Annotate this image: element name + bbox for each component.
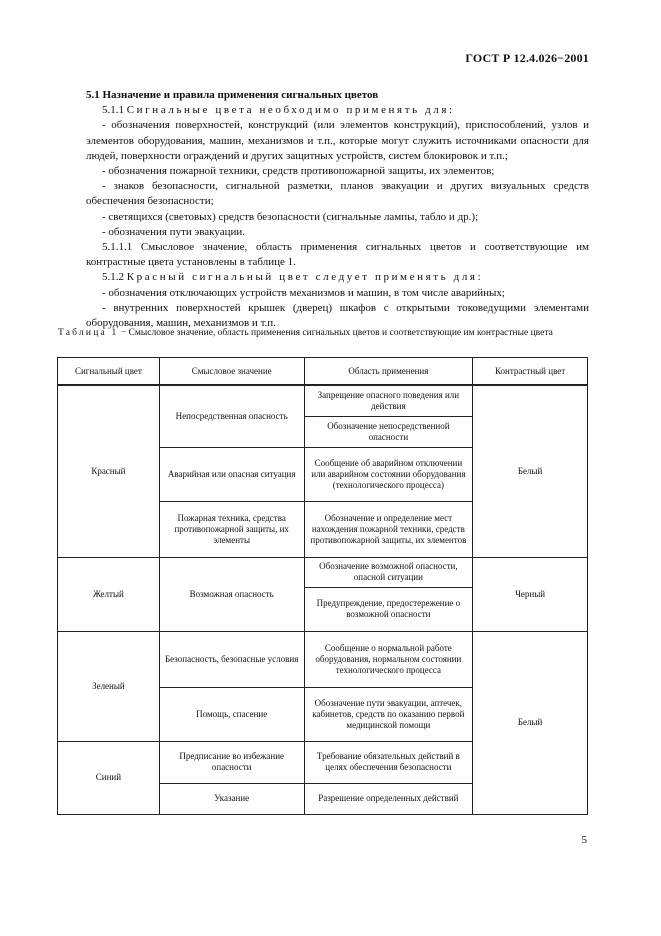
meaning-cell: Непосредственная опасность	[159, 385, 304, 447]
list-item: - знаков безопасности, сигнальной разметки, планов эвакуации и других визуальных средств обеспечения безопасности;	[86, 180, 589, 208]
color-blue: Синий	[58, 741, 160, 814]
list-item: - обозначения отключающих устройств механизмов и машин, в том числе аварийных;	[102, 286, 505, 299]
section-body	[86, 88, 589, 331]
list-item: - обозначения пожарной техники, средств противопожарной защиты, их элементов;	[102, 165, 495, 178]
application-cell: Разрешение определенных действий	[304, 783, 473, 814]
application-cell: Обозначение пути эвакуации, аптечек, кабинетов, средств по оказанию первой медицинской помощи	[304, 687, 473, 741]
list-item: - обозначения пути эвакуации.	[102, 225, 245, 238]
clause-5-1-1	[86, 103, 589, 118]
clause-number: 5.1.1	[102, 104, 124, 117]
header-signal-color: Сигнальный цвет	[58, 358, 160, 386]
section-title: 5.1 Назначение и правила применения сигнальных цветов	[86, 89, 379, 101]
application-cell: Предупреждение, предостережение о возможной опасности	[304, 587, 473, 631]
table-caption-text: − Смысловое значение, область применения сигнальных цветов и соответствующие им контрастные цвета	[118, 328, 553, 338]
application-cell: Запрещение опасного поведения или действия	[304, 385, 473, 416]
signal-colors-table	[57, 357, 588, 815]
application-cell: Сообщение об аварийном отключении или аварийном состоянии оборудования (технологического процесса)	[304, 447, 473, 501]
table-row	[58, 385, 588, 416]
meaning-cell: Помощь, спасение	[159, 687, 304, 741]
meaning-cell: Аварийная или опасная ситуация	[159, 447, 304, 501]
table-label: Таблица 1	[58, 328, 119, 338]
header-application: Область применения	[304, 358, 473, 386]
table-caption	[58, 327, 588, 340]
page-number: 5	[581, 834, 587, 846]
clause-5-1-1-1: 5.1.1.1 Смысловое значение, область применения сигнальных цветов и соответствующие им контрастные цвета установлены в таблице 1.	[86, 241, 589, 269]
contrast-white: Белый	[473, 385, 588, 557]
application-cell: Обозначение непосредственной опасности	[304, 416, 473, 447]
contrast-black: Черный	[473, 557, 588, 631]
standard-header: ГОСТ Р 12.4.026−2001	[465, 51, 589, 65]
clause-text: Сигнальные цвета необходимо применять для:	[126, 104, 455, 117]
clause-5-1-2	[86, 270, 589, 285]
header-contrast-color: Контрастный цвет	[473, 358, 588, 386]
meaning-cell: Безопасность, безопасные условия	[159, 631, 304, 687]
list-item: - обозначения поверхностей, конструкций (или элементов конструкций), приспособлений, узлов и элементов оборудования, машин, механизмов и т.п., которые могут служить источниками опасности для людей, поверхности ограждений и других защитных устройств, систем блокировок и т.п.;	[86, 119, 589, 162]
application-cell: Требование обязательных действий в целях обеспечения безопасности	[304, 741, 473, 783]
color-red: Красный	[58, 385, 160, 557]
meaning-cell: Возможная опасность	[159, 557, 304, 631]
table-row	[58, 631, 588, 687]
application-cell: Обозначение возможной опасности, опасной ситуации	[304, 557, 473, 587]
meaning-cell: Предписание во избежание опасности	[159, 741, 304, 783]
table-header-row	[58, 358, 588, 386]
clause-text: Красный сигнальный цвет следует применять для:	[126, 271, 484, 284]
color-green: Зеленый	[58, 631, 160, 741]
table-row	[58, 557, 588, 587]
color-yellow: Желтый	[58, 557, 160, 631]
clause-number: 5.1.2	[102, 271, 124, 284]
meaning-cell: Пожарная техника, средства противопожарной защиты, их элементы	[159, 501, 304, 557]
list-item: - светящихся (световых) средств безопасности (сигнальные лампы, табло и др.);	[102, 210, 479, 223]
list-item: - внутренних поверхностей крышек (дверец) шкафов с открытыми токоведущими элементами оборудования, машин, механизмов и т.п.	[86, 301, 589, 330]
application-cell: Обозначение и определение мест нахождения пожарной техники, средств противопожарной защиты, их элементов	[304, 501, 473, 557]
meaning-cell: Указание	[159, 783, 304, 814]
application-cell: Сообщение о нормальной работе оборудования, нормальном состоянии технологического процесса	[304, 631, 473, 687]
header-meaning: Смысловое значение	[159, 358, 304, 386]
contrast-white: Белый	[473, 631, 588, 814]
